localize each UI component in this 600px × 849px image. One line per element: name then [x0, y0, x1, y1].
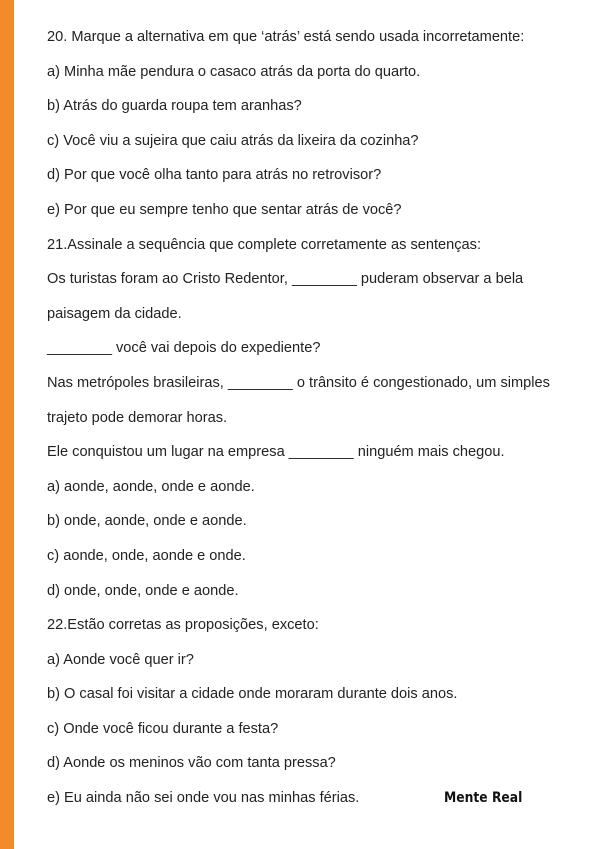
- question-20-option-e: e) Por que eu sempre tenho que sentar atrás de você?: [47, 201, 402, 218]
- question-22-option-b: b) O casal foi visitar a cidade onde moraram durante dois anos.: [47, 686, 458, 703]
- question-22-option-e: e) Eu ainda não sei onde vou nas minhas férias.: [47, 790, 360, 807]
- question-22-option-a: a) Aonde você quer ir?: [47, 651, 194, 668]
- question-20-prompt: 20. Marque a alternativa em que ‘atrás’ está sendo usada incorretamente:: [47, 29, 525, 45]
- question-20-option-c: c) Você viu a sujeira que caiu atrás da lixeira da cozinha?: [47, 132, 419, 149]
- question-20-option-a: a) Minha mãe pendura o casaco atrás da porta do quarto.: [47, 63, 421, 80]
- question-22-option-c: c) Onde você ficou durante a festa?: [47, 720, 279, 737]
- question-22-option-d: d) Aonde os meninos vão com tanta pressa?: [47, 755, 336, 772]
- question-21-option-b: b) onde, aonde, onde e aonde.: [47, 513, 247, 530]
- question-21-sentence-4: Ele conquistou um lugar na empresa ________ ninguém mais chegou.: [47, 444, 505, 461]
- question-21-prompt: 21.Assinale a sequência que complete corretamente as sentenças:: [47, 236, 482, 253]
- worksheet-content: [47, 20, 587, 816]
- brand-logo-text: Mente Real: [444, 790, 523, 807]
- question-21-sentence-1-cont: paisagem da cidade.: [47, 305, 182, 322]
- question-20-option-d: d) Por que você olha tanto para atrás no retrovisor?: [47, 167, 382, 184]
- question-21-sentence-3: Nas metrópoles brasileiras, ________ o trânsito é congestionado, um simples: [47, 374, 550, 391]
- left-accent-bar: [0, 0, 14, 849]
- question-22-prompt: 22.Estão corretas as proposições, exceto:: [47, 617, 319, 634]
- question-21-sentence-1: Os turistas foram ao Cristo Redentor, ________ puderam observar a bela: [47, 271, 524, 288]
- question-21-option-d: d) onde, onde, onde e aonde.: [47, 582, 239, 599]
- question-20-option-b: b) Atrás do guarda roupa tem aranhas?: [47, 98, 302, 115]
- question-21-option-a: a) aonde, aonde, onde e aonde.: [47, 478, 255, 495]
- question-21-option-c: c) aonde, onde, aonde e onde.: [47, 547, 246, 564]
- question-22-option-e-row: [47, 781, 587, 816]
- question-21-sentence-2: ________ você vai depois do expediente?: [47, 340, 321, 357]
- question-21-sentence-3-cont: trajeto pode demorar horas.: [47, 409, 228, 426]
